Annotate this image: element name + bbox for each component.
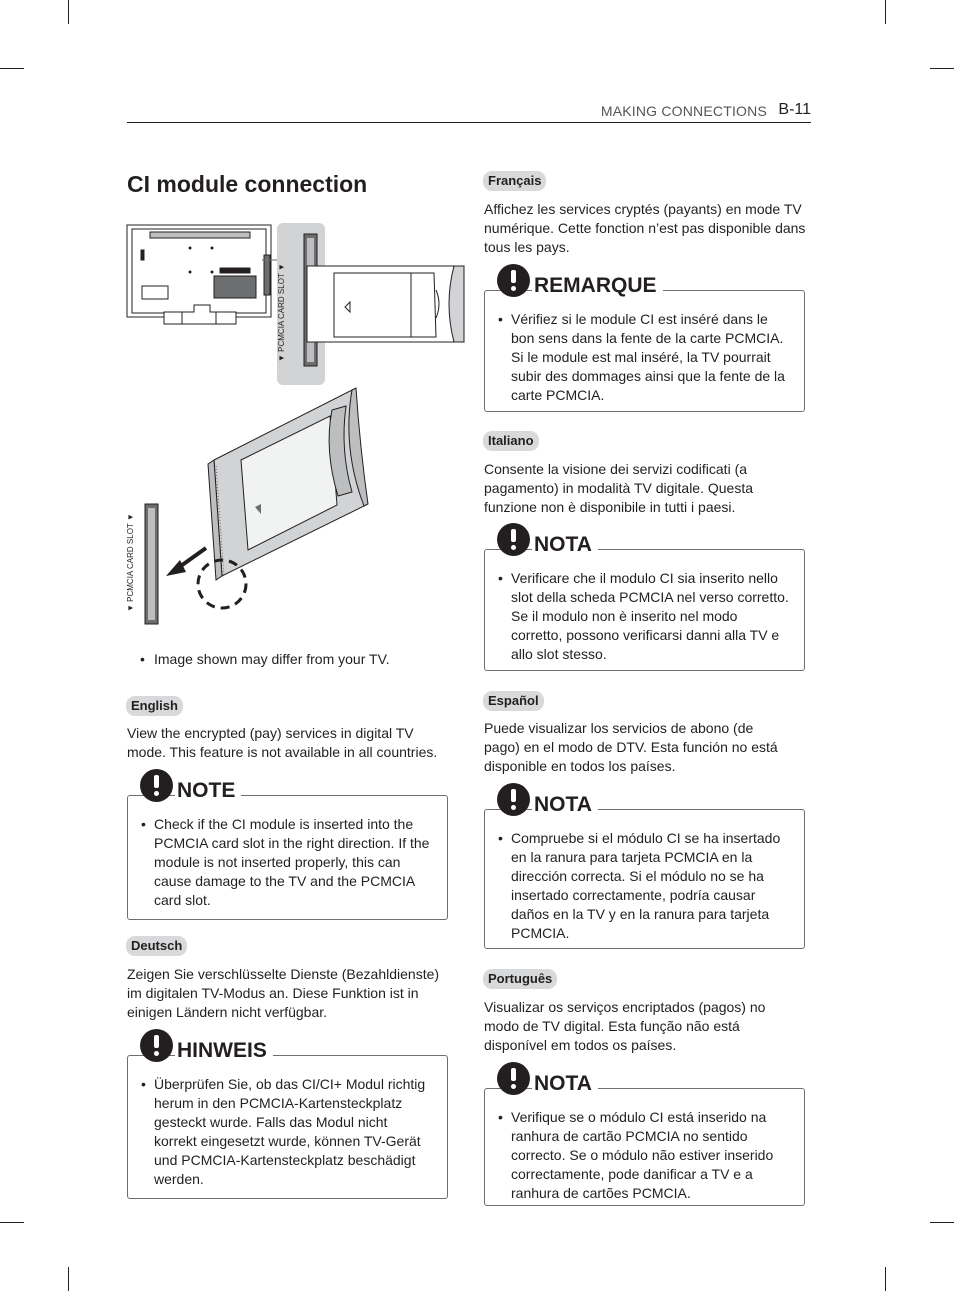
slot-detail-top (277, 223, 464, 385)
crop-mark (68, 0, 69, 24)
exclamation-icon (497, 264, 530, 297)
language-tag-english: English (126, 696, 183, 716)
crop-mark (68, 1267, 69, 1291)
note-label: NOTA (532, 533, 598, 557)
language-tag-deutsch: Deutsch (126, 936, 187, 956)
crop-mark (885, 1267, 886, 1291)
note-box-deutsch: HINWEIS • Überprüfen Sie, ob das CI/CI+ Modul richtig herum in den PCMCIA-Kartensteckplatz gesteckt wurde. Falls das Modul nicht korrekt eingesetzt wurde, können TV-Gerät und PCMCIA-Kartensteckplatz beschädigt werden. (127, 1055, 448, 1199)
note-text: Verifique se o módulo CI está inserido na ranhura de cartão PCMCIA no sentido correcto. Se o módulo não estiver inserido correctamente, pode danificar a TV e a ranhura de cartões PCMCIA. (511, 1109, 774, 1201)
ci-module-card (208, 388, 368, 580)
exclamation-icon (497, 523, 530, 556)
note-text: Verificare che il modulo CI sia inserito nello slot della scheda PCMCIA nel verso corretto. Se il modulo non è inserito nel modo corretto, possono verificarsi danni alla TV e allo slot stesso. (511, 570, 789, 662)
note-text: Vérifiez si le module CI est inséré dans le bon sens dans la fente de la carte PCMCIA. Si le module est mal inséré, la TV pourrait subir des dommages ainsi que la fente de la carte PCMCIA. (511, 311, 785, 403)
page-header (127, 100, 811, 123)
portugues-description: Visualizar os serviços encriptados (pagos) no modo de TV digital. Esta função não está disponível em todos os países. (484, 999, 766, 1053)
deutsch-description: Zeigen Sie verschlüsselte Dienste (Bezahldienste) im digitalen TV-Modus an. Diese Funktion ist in einigen Ländern nicht verfügbar. (127, 966, 440, 1020)
slot-label-top: ▼ PCMCIA CARD SLOT ▼ (277, 263, 286, 362)
image-disclaimer-text: Image shown may differ from your TV. (154, 651, 390, 667)
language-tag-portugues: Português (483, 969, 557, 989)
crop-mark (930, 1222, 954, 1223)
francais-description: Affichez les services cryptés (payants) en mode TV numérique. Cette fonction n’est pas disponible dans tous les pays. (484, 201, 806, 255)
exclamation-icon (497, 783, 530, 816)
language-tag-italiano: Italiano (483, 431, 539, 451)
ci-module-illustration (124, 220, 468, 630)
slot-detail-bottom (126, 504, 158, 624)
note-box-english: NOTE • Check if the CI module is inserted into the PCMCIA card slot in the right direction. If the module is not inserted properly, this can cause damage to the TV and the PCMCIA card slot. (127, 795, 448, 920)
note-label: HINWEIS (175, 1039, 273, 1063)
note-text: Überprüfen Sie, ob das CI/CI+ Modul richtig herum in den PCMCIA-Kartensteckplatz gesteckt wurde. Falls das Modul nicht korrekt eingesetzt wurde, können TV-Gerät und PCMCIA-Kartensteckplatz beschädigt werden. (154, 1076, 426, 1187)
note-label: REMARQUE (532, 274, 663, 298)
page-number: B-11 (778, 101, 811, 118)
espanol-description: Puede visualizar los servicios de abono (de pago) en el modo de DTV. Esta función no está disponible en todos los países. (484, 720, 778, 774)
tv-rear-view (127, 225, 278, 324)
note-text: Check if the CI module is inserted into the PCMCIA card slot in the right direction. If the module is not inserted properly, this can cause damage to the TV and the PCMCIA card slot. (154, 816, 430, 908)
crop-mark (930, 68, 954, 69)
note-label: NOTE (175, 779, 241, 803)
note-label: NOTA (532, 1072, 598, 1096)
page-title: CI module connection (127, 171, 368, 197)
note-box-portugues: NOTA • Verifique se o módulo CI está inserido na ranhura de cartão PCMCIA no sentido correcto. Se o módulo não estiver inserido correctamente, pode danificar a TV e a ranhura de cartões PCMCIA. (484, 1088, 805, 1206)
insertion-arrow (166, 548, 206, 576)
language-tag-espanol: Español (483, 691, 544, 711)
note-box-francais: REMARQUE • Vérifiez si le module CI est inséré dans le bon sens dans la fente de la carte PCMCIA. Si le module est mal inséré, la TV pourrait subir des dommages ainsi que la fente de la carte PCMCIA. (484, 290, 805, 412)
crop-mark (885, 0, 886, 24)
english-description: View the encrypted (pay) services in digital TV mode. This feature is not available in all countries. (127, 725, 438, 760)
italiano-description: Consente la visione dei servizi codificati (a pagamento) in modalità TV digitale. Questa funzione non è disponibile in tutti i paesi. (484, 461, 754, 515)
slot-label-bottom: ▼ PCMCIA CARD SLOT ▼ (126, 513, 135, 612)
crop-mark (0, 68, 24, 69)
note-label: NOTA (532, 793, 598, 817)
note-box-espanol: NOTA • Compruebe si el módulo CI se ha insertado en la ranura para tarjeta PCMCIA en la dirección correcta. Si el módulo no se ha insertado correctamente, podría causar daños en la TV y en la ranura para tarjeta PCMCIA. (484, 809, 805, 949)
exclamation-icon (497, 1062, 530, 1095)
note-text: Compruebe si el módulo CI se ha insertado en la ranura para tarjeta PCMCIA en la dirección correcta. Si el módulo no se ha insertado correctamente, podría causar daños en la TV y en la ranura para tarjeta PCMCIA. (511, 830, 781, 941)
language-tag-francais: Français (483, 171, 546, 191)
section-title: MAKING CONNECTIONS (600, 103, 767, 119)
crop-mark (0, 1222, 24, 1223)
exclamation-icon (140, 1029, 173, 1062)
note-box-italiano: NOTA • Verificare che il modulo CI sia inserito nello slot della scheda PCMCIA nel verso corretto. Se il modulo non è inserito nel modo corretto, possono verificarsi danni alla TV e allo slot stesso. (484, 549, 805, 671)
exclamation-icon (140, 769, 173, 802)
